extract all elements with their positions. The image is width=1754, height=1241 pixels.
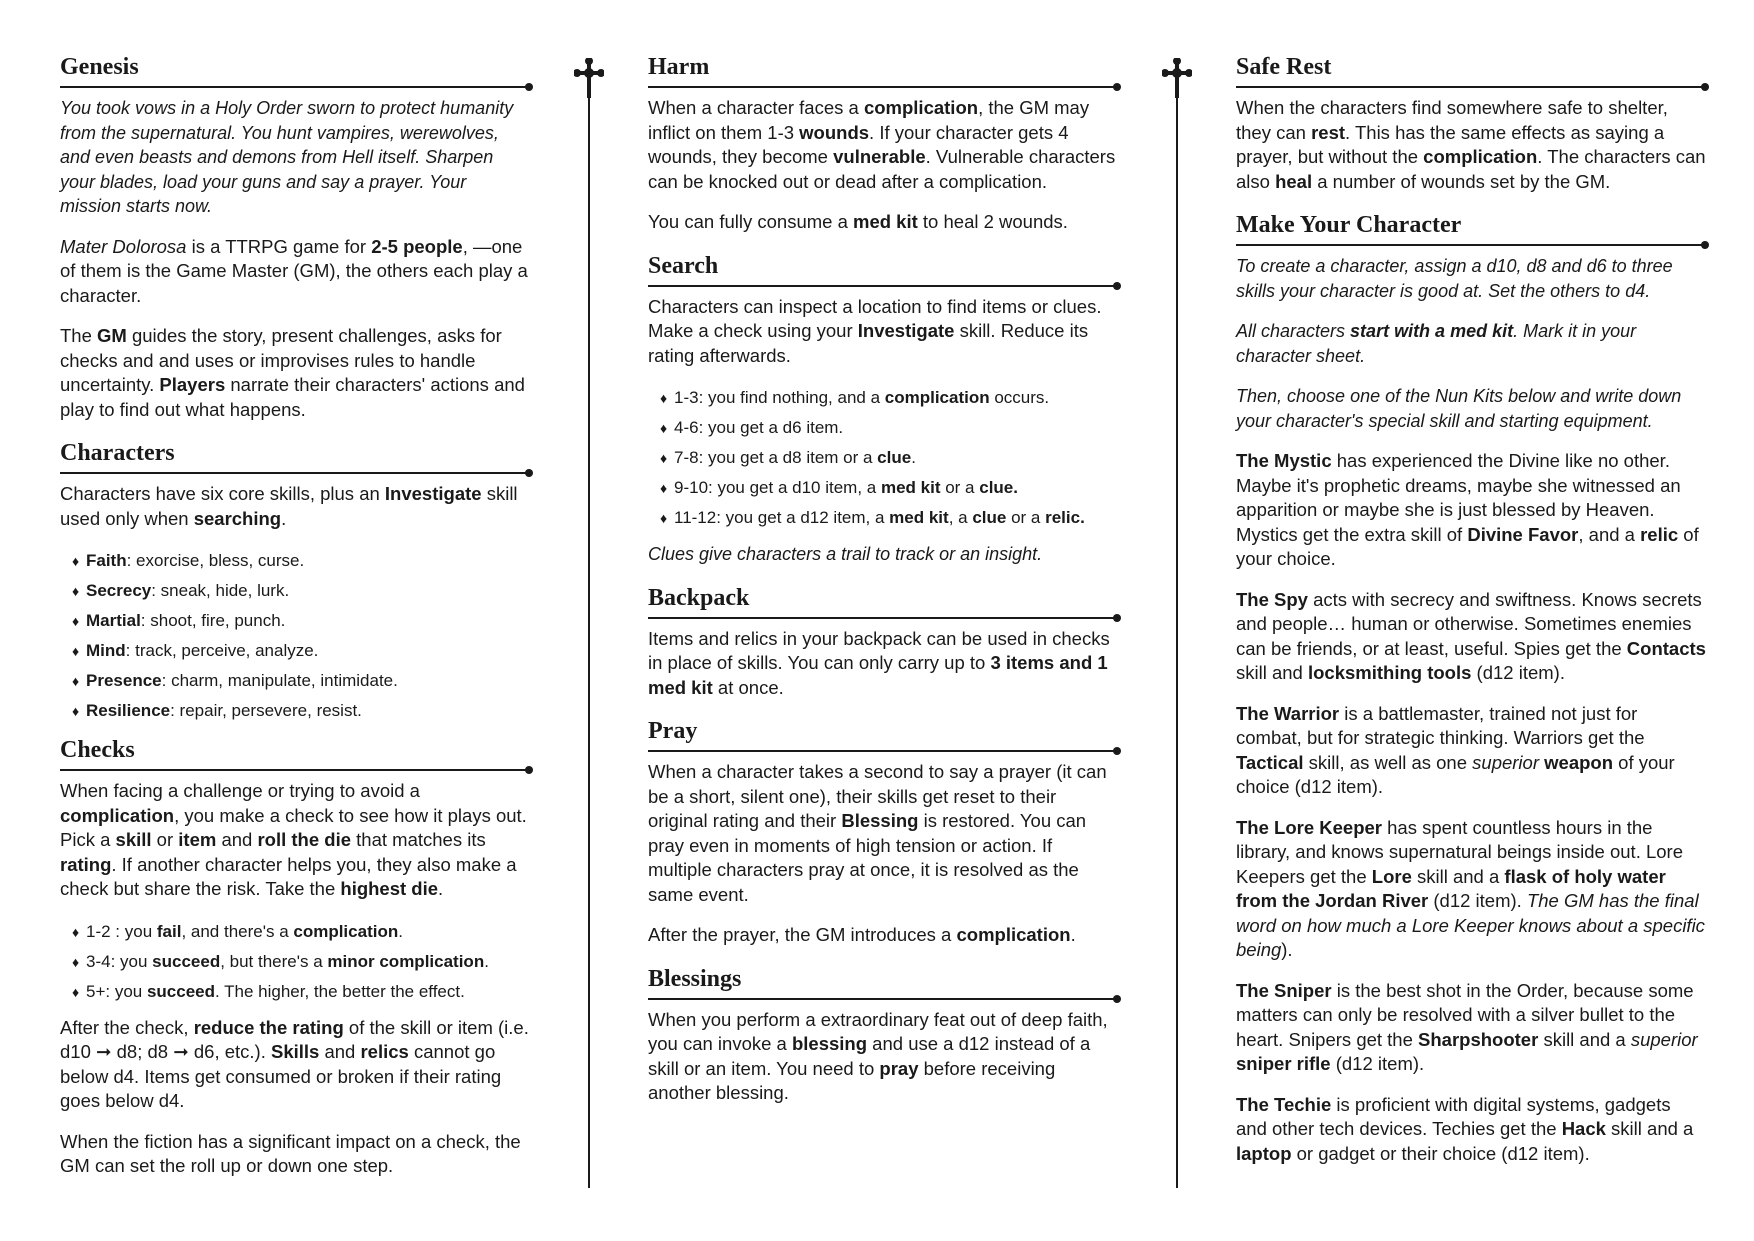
section-characters bbox=[60, 438, 530, 721]
section-title: Characters bbox=[60, 440, 175, 466]
list-item: ♦ Secrecy: sneak, hide, lurk. bbox=[72, 581, 290, 600]
cross-icon bbox=[574, 58, 604, 98]
section-title: Blessings bbox=[648, 965, 742, 992]
list-item: ♦ 7-8: you get a d8 item or a clue. bbox=[660, 448, 916, 467]
list-item: ♦ 1-3: you find nothing, and a complication occurs. bbox=[660, 388, 1050, 407]
section-pray bbox=[648, 716, 1118, 948]
diamond-icon: ♦ bbox=[72, 923, 80, 940]
list-item: ♦ 4-6: you get a d6 item. bbox=[660, 418, 844, 437]
column-divider-2 bbox=[1162, 58, 1192, 1190]
section-title: Make Your Character bbox=[1236, 212, 1462, 238]
section-rule bbox=[648, 750, 1118, 752]
diamond-icon: ♦ bbox=[660, 480, 668, 496]
column-2 bbox=[648, 52, 1118, 1122]
list-item: ♦ 5+: you succeed. The higher, the better the effect. bbox=[72, 981, 465, 1001]
section-rule bbox=[60, 769, 530, 771]
section-rule bbox=[648, 86, 1118, 88]
section-checks bbox=[60, 735, 530, 1179]
kit-sniper: The Sniper is the best shot in the Order, because some matters can only be resolved with a silver bullet to the heart. Snipers get the Sharpshooter skill and a superior sniper rifle (d12 item). bbox=[1236, 979, 1698, 1074]
paragraph: Characters can inspect a location to find items or clues. Make a check using your Investigate skill. Reduce its rating afterwards. bbox=[648, 295, 1102, 366]
list-item: ♦ Martial: shoot, fire, punch. bbox=[72, 611, 286, 630]
paragraph: When a character faces a complication, the GM may inflict on them 1-3 wounds. If your character gets 4 wounds, they become vulnerable. Vulnerable characters can be knocked out or dead after a complication. bbox=[648, 97, 1116, 192]
diamond-icon: ♦ bbox=[72, 643, 80, 659]
section-blessings bbox=[648, 964, 1118, 1106]
list-item: ♦ 11-12: you get a d12 item, a med kit, a clue or a relic. bbox=[660, 508, 1085, 527]
diamond-icon: ♦ bbox=[72, 953, 80, 970]
note-paragraph: Clues give characters a trail to track or an insight. bbox=[648, 544, 1043, 564]
paragraph: Characters have six core skills, plus an Investigate skill used only when searching. bbox=[60, 483, 518, 529]
paragraph: Items and relics in your backpack can be used in checks in place of skills. You can only carry up to 3 items and 1 med kit at once. bbox=[648, 627, 1110, 698]
section-backpack bbox=[648, 583, 1118, 701]
diamond-icon: ♦ bbox=[72, 553, 80, 569]
list-item: ♦ Faith: exorcise, bless, curse. bbox=[72, 551, 305, 570]
paragraph: Mater Dolorosa is a TTRPG game for 2-5 people, —one of them is the Game Master (GM), the others each play a character. bbox=[60, 235, 528, 306]
section-genesis bbox=[60, 52, 530, 422]
section-search bbox=[648, 251, 1118, 567]
divider-line bbox=[588, 98, 590, 1188]
cross-icon bbox=[1162, 58, 1192, 98]
section-rule bbox=[60, 86, 530, 88]
diamond-icon: ♦ bbox=[660, 510, 668, 526]
column-3 bbox=[1236, 52, 1706, 1182]
paragraph: After the check, reduce the rating of the skill or item (i.e. d10 ➞ d8; d8 ➞ d6, etc.). Skills and relics cannot go below d4. Items get consumed or broken if their rating goes below d4. bbox=[60, 1016, 529, 1111]
intro-paragraph: You took vows in a Holy Order sworn to protect humanity from the supernatural. You hunt vampires, werewolves, and even beasts and demons from Hell itself. Sharpen your blades, load your guns and say a prayer. Your mission starts now. bbox=[60, 98, 514, 216]
paragraph: When facing a challenge or trying to avoid a complication, you make a check to see how it plays out. Pick a skill or item and roll the die that matches its rating. If another character helps you, they also make a check but share the risk. Take the highest die. bbox=[60, 780, 527, 899]
diamond-icon: ♦ bbox=[72, 703, 80, 719]
paragraph: You can fully consume a med kit to heal 2 wounds. bbox=[648, 211, 1068, 232]
diamond-icon: ♦ bbox=[660, 420, 668, 436]
section-rule bbox=[1236, 86, 1706, 88]
diamond-icon: ♦ bbox=[660, 390, 668, 406]
diamond-icon: ♦ bbox=[660, 450, 668, 466]
instruction-paragraph: All characters start with a med kit. Mark it in your character sheet. bbox=[1236, 321, 1637, 366]
paragraph: After the prayer, the GM introduces a complication. bbox=[648, 924, 1076, 945]
section-harm bbox=[648, 52, 1118, 235]
diamond-icon: ♦ bbox=[72, 673, 80, 689]
kit-warrior: The Warrior is a battlemaster, trained not just for combat, but for strategic thinking. Warriors get the Tactical skill, as well as one superior weapon of your choice (d12 item). bbox=[1236, 702, 1675, 797]
section-rule bbox=[648, 998, 1118, 1000]
paragraph: When the fiction has a significant impact on a check, the GM can set the roll up or down one step. bbox=[60, 1130, 521, 1176]
section-title: Safe Rest bbox=[1236, 54, 1332, 80]
diamond-icon: ♦ bbox=[72, 983, 80, 1000]
section-rule bbox=[1236, 244, 1706, 246]
kit-lore-keeper: The Lore Keeper has spent countless hours in the library, and knows supernatural beings inside out. Lore Keepers get the Lore skill and a flask of holy water from the Jordan River (d12 item). The GM has the final word on how much a Lore Keeper knows about a specific being). bbox=[1236, 816, 1705, 960]
section-title: Checks bbox=[60, 737, 135, 763]
list-item: ♦ 1-2 : you fail, and there's a complication. bbox=[72, 921, 403, 941]
skill-list bbox=[60, 547, 530, 721]
section-title: Pray bbox=[648, 718, 698, 744]
kit-techie: The Techie is proficient with digital systems, gadgets and other tech devices. Techies get the Hack skill and a laptop or gadget or their choice (d12 item). bbox=[1236, 1093, 1694, 1164]
divider-line bbox=[1176, 98, 1178, 1188]
paragraph: When the characters find somewhere safe to shelter, they can rest. This has the same effects as saying a prayer, but without the complication. The characters can also heal a number of wounds set by the GM. bbox=[1236, 97, 1706, 192]
section-rule bbox=[648, 285, 1118, 287]
instruction-paragraph: To create a character, assign a d10, d8 and d6 to three skills your character is good at. Set the others to d4. bbox=[1236, 256, 1673, 301]
section-title: Harm bbox=[648, 54, 710, 80]
list-item: ♦ Mind: track, perceive, analyze. bbox=[72, 641, 319, 660]
section-rule bbox=[60, 472, 530, 474]
paragraph: The GM guides the story, present challenges, asks for checks and and uses or improvises rules to handle uncertainty. Players narrate their characters' actions and play to find out what happens. bbox=[60, 325, 525, 420]
paragraph: When you perform a extraordinary feat out of deep faith, you can invoke a blessing and use a d12 instead of a skill or an item. You need to pray before receiving another blessing. bbox=[648, 1008, 1108, 1103]
section-make-your-character bbox=[1236, 210, 1706, 1166]
list-item: ♦ 9-10: you get a d10 item, a med kit or a clue. bbox=[660, 478, 1018, 497]
diamond-icon: ♦ bbox=[72, 583, 80, 599]
section-safe-rest bbox=[1236, 52, 1706, 194]
kit-mystic: The Mystic has experienced the Divine like no other. Maybe it's prophetic dreams, maybe she witnessed an apparition or maybe she is just blessed by Heaven. Mystics get the extra skill of Divine Favor, and a relic of your choice. bbox=[1236, 450, 1699, 569]
column-divider-1 bbox=[574, 58, 604, 1190]
diamond-icon: ♦ bbox=[72, 613, 80, 629]
result-list bbox=[60, 918, 530, 1002]
instruction-paragraph: Then, choose one of the Nun Kits below and write down your character's special skill and starting equipment. bbox=[1236, 386, 1682, 431]
paragraph: When a character takes a second to say a prayer (it can be a short, silent one), their skills get reset to their original rating and their Blessing is restored. You can pray even in moments of high tension or action. If multiple characters pray at once, it is resolved as the same event. bbox=[648, 761, 1107, 905]
section-title: Genesis bbox=[60, 54, 139, 80]
kit-spy: The Spy acts with secrecy and swiftness. Knows secrets and people… human or otherwise. Sometimes enemies can be friends, or at least, useful. Spies get the Contacts skill and locksmithing tools (d12 item). bbox=[1236, 588, 1706, 683]
list-item: ♦ 3-4: you succeed, but there's a minor complication. bbox=[72, 951, 489, 971]
section-title: Search bbox=[648, 252, 719, 279]
list-item: ♦ Presence: charm, manipulate, intimidate. bbox=[72, 671, 398, 690]
search-result-list bbox=[648, 384, 1118, 528]
section-title: Backpack bbox=[648, 584, 750, 611]
section-rule bbox=[648, 617, 1118, 619]
list-item: ♦ Resilience: repair, persevere, resist. bbox=[72, 701, 362, 720]
column-1 bbox=[60, 52, 530, 1195]
